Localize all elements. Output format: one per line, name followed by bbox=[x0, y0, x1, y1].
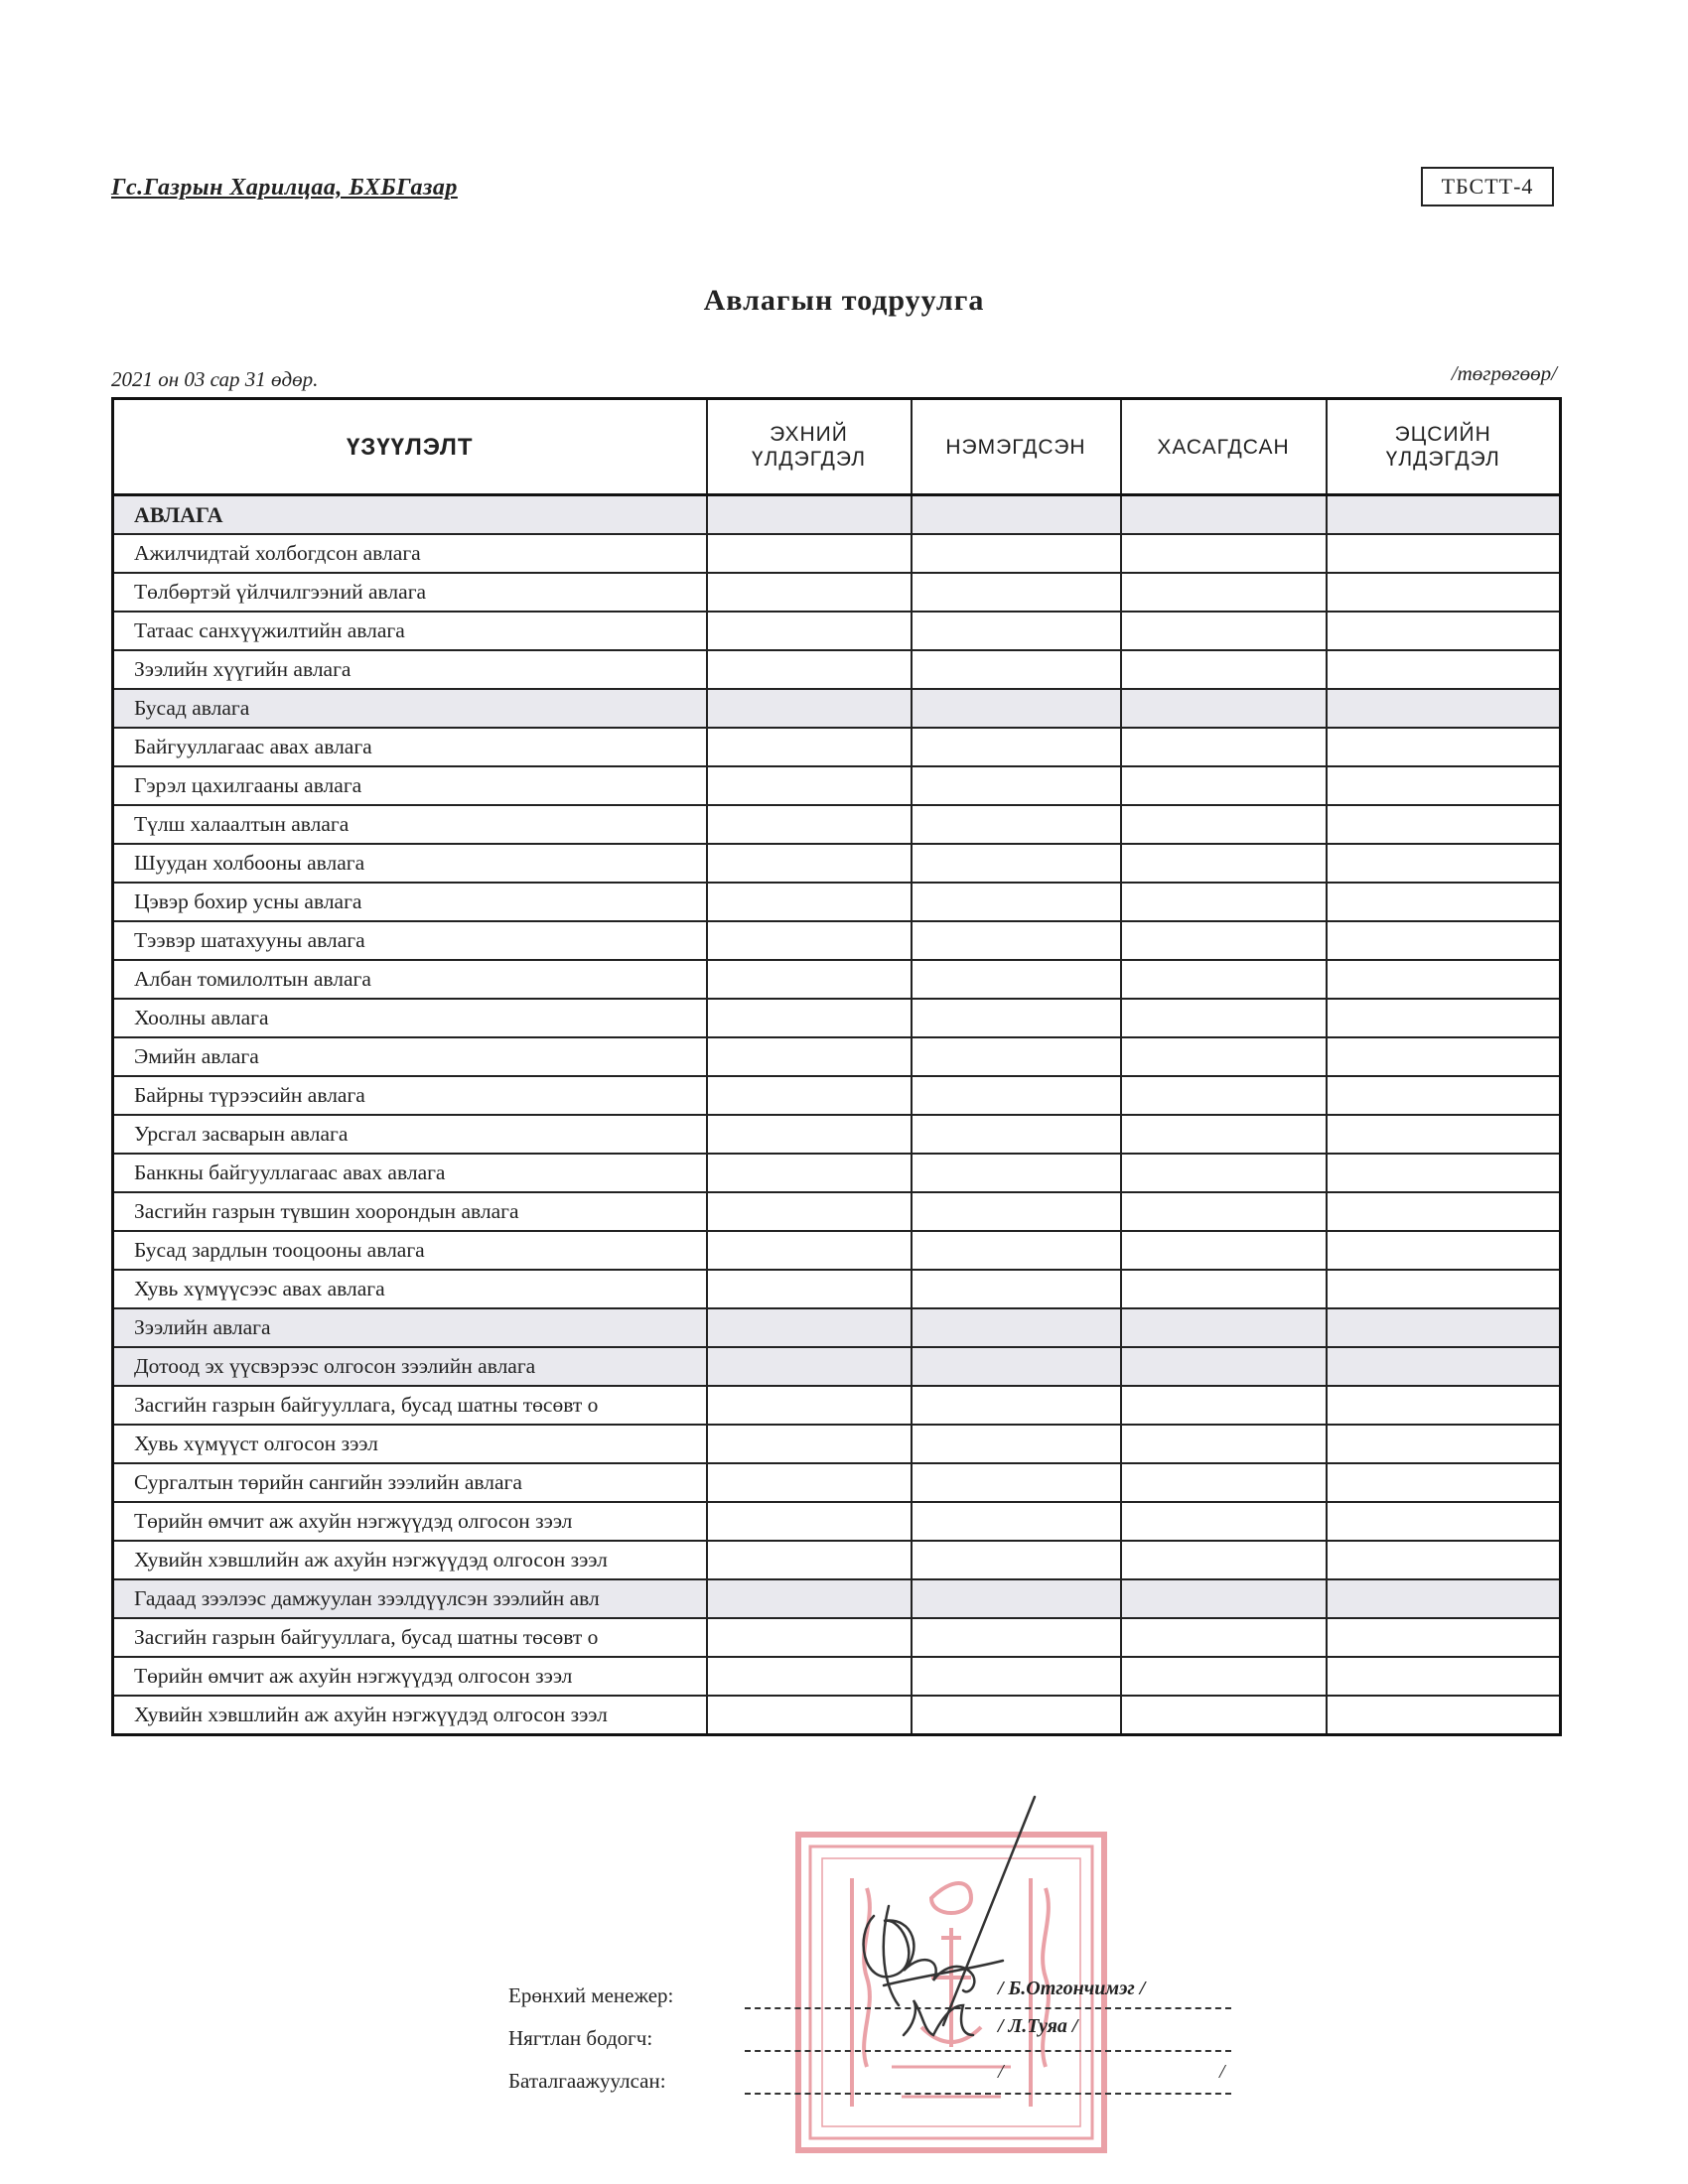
row-label: Татаас санхүүжилтийн авлага bbox=[113, 612, 707, 650]
decreased-cell bbox=[1121, 612, 1327, 650]
row-label: Байрны түрээсийн авлага bbox=[113, 1076, 707, 1115]
currency-unit: /төгрөгөөр/ bbox=[1451, 361, 1557, 385]
decreased-cell bbox=[1121, 1308, 1327, 1347]
decreased-cell bbox=[1121, 1579, 1327, 1618]
opening-balance-cell bbox=[707, 728, 912, 766]
row-label: Урсгал засварын авлага bbox=[113, 1115, 707, 1154]
closing-balance-cell bbox=[1327, 650, 1561, 689]
opening-balance-cell bbox=[707, 1347, 912, 1386]
increased-cell bbox=[912, 650, 1121, 689]
decreased-cell bbox=[1121, 495, 1327, 535]
opening-balance-cell bbox=[707, 1502, 912, 1541]
increased-cell bbox=[912, 1037, 1121, 1076]
opening-balance-cell bbox=[707, 1308, 912, 1347]
increased-cell bbox=[912, 1270, 1121, 1308]
signature-role-manager: Ерөнхий менежер: bbox=[508, 1983, 674, 2007]
closing-balance-cell bbox=[1327, 960, 1561, 999]
row-label: Төрийн өмчит аж ахуйн нэгжүүдэд олгосон зээл bbox=[113, 1502, 707, 1541]
increased-cell bbox=[912, 1231, 1121, 1270]
opening-balance-cell bbox=[707, 1425, 912, 1463]
closing-balance-cell bbox=[1327, 921, 1561, 960]
closing-balance-cell bbox=[1327, 1347, 1561, 1386]
closing-balance-cell bbox=[1327, 1657, 1561, 1696]
increased-cell bbox=[912, 766, 1121, 805]
decreased-cell bbox=[1121, 1696, 1327, 1735]
row-label: АВЛАГА bbox=[113, 495, 707, 535]
report-date: 2021 он 03 сар 31 өдөр. bbox=[111, 367, 319, 391]
increased-cell bbox=[912, 728, 1121, 766]
receivables-table bbox=[111, 397, 1562, 1736]
table-row bbox=[113, 921, 1561, 960]
table-row bbox=[113, 1618, 1561, 1657]
row-label: Зээлийн авлага bbox=[113, 1308, 707, 1347]
closing-balance-cell bbox=[1327, 1115, 1561, 1154]
row-label: Зээлийн хүүгийн авлага bbox=[113, 650, 707, 689]
decreased-cell bbox=[1121, 728, 1327, 766]
decreased-cell bbox=[1121, 1037, 1327, 1076]
table-row bbox=[113, 1192, 1561, 1231]
decreased-cell bbox=[1121, 1657, 1327, 1696]
increased-cell bbox=[912, 1502, 1121, 1541]
row-label: Түлш халаалтын авлага bbox=[113, 805, 707, 844]
increased-cell bbox=[912, 1347, 1121, 1386]
row-label: Хувь хүмүүст олгосон зээл bbox=[113, 1425, 707, 1463]
row-label: Байгууллагаас авах авлага bbox=[113, 728, 707, 766]
decreased-cell bbox=[1121, 883, 1327, 921]
decreased-cell bbox=[1121, 1425, 1327, 1463]
decreased-cell bbox=[1121, 1541, 1327, 1579]
row-label: Хувийн хэвшлийн аж ахуйн нэгжүүдэд олгосон зээл bbox=[113, 1541, 707, 1579]
closing-balance-label: ЭЦСИЙН ҮЛДЭГДЭЛ bbox=[1385, 423, 1500, 471]
decreased-cell bbox=[1121, 805, 1327, 844]
decreased-cell bbox=[1121, 921, 1327, 960]
row-label: Тээвэр шатахууны авлага bbox=[113, 921, 707, 960]
decreased-cell bbox=[1121, 1192, 1327, 1231]
opening-balance-cell bbox=[707, 1270, 912, 1308]
decreased-cell bbox=[1121, 1270, 1327, 1308]
table-row bbox=[113, 573, 1561, 612]
table-row bbox=[113, 1347, 1561, 1386]
table-row bbox=[113, 1502, 1561, 1541]
closing-balance-cell bbox=[1327, 1308, 1561, 1347]
closing-balance-cell bbox=[1327, 612, 1561, 650]
table-row bbox=[113, 960, 1561, 999]
increased-cell bbox=[912, 883, 1121, 921]
opening-balance-cell bbox=[707, 883, 912, 921]
decreased-cell bbox=[1121, 844, 1327, 883]
table-row bbox=[113, 689, 1561, 728]
row-label: Шуудан холбооны авлага bbox=[113, 844, 707, 883]
table-row bbox=[113, 534, 1561, 573]
table-row bbox=[113, 1308, 1561, 1347]
opening-balance-cell bbox=[707, 650, 912, 689]
decreased-cell bbox=[1121, 1231, 1327, 1270]
decreased-cell bbox=[1121, 1115, 1327, 1154]
increased-cell bbox=[912, 573, 1121, 612]
decreased-cell bbox=[1121, 1502, 1327, 1541]
row-label: Бусад авлага bbox=[113, 689, 707, 728]
opening-balance-cell bbox=[707, 573, 912, 612]
column-header-opening-balance bbox=[707, 399, 912, 495]
signature-slash-end: / bbox=[1219, 2061, 1225, 2083]
opening-balance-cell bbox=[707, 1696, 912, 1735]
table-row bbox=[113, 805, 1561, 844]
table-row bbox=[113, 1037, 1561, 1076]
table-row bbox=[113, 495, 1561, 535]
signature-role-accountant: Нягтлан бодогч: bbox=[508, 2026, 653, 2050]
table-row bbox=[113, 1231, 1561, 1270]
table-row bbox=[113, 1154, 1561, 1192]
table-row bbox=[113, 1270, 1561, 1308]
opening-balance-cell bbox=[707, 1037, 912, 1076]
table-row bbox=[113, 1076, 1561, 1115]
table-row bbox=[113, 883, 1561, 921]
increased-cell bbox=[912, 1463, 1121, 1502]
decreased-cell bbox=[1121, 689, 1327, 728]
closing-balance-cell bbox=[1327, 805, 1561, 844]
signature-role-verified: Баталгаажуулсан: bbox=[508, 2069, 666, 2093]
increased-cell bbox=[912, 612, 1121, 650]
row-label: Албан томилолтын авлага bbox=[113, 960, 707, 999]
increased-cell bbox=[912, 1579, 1121, 1618]
column-header-closing-balance bbox=[1327, 399, 1561, 495]
increased-cell bbox=[912, 1386, 1121, 1425]
closing-balance-cell bbox=[1327, 883, 1561, 921]
row-label: Төрийн өмчит аж ахуйн нэгжүүдэд олгосон зээл bbox=[113, 1657, 707, 1696]
opening-balance-cell bbox=[707, 1541, 912, 1579]
closing-balance-cell bbox=[1327, 689, 1561, 728]
increased-cell bbox=[912, 1618, 1121, 1657]
row-label: Хоолны авлага bbox=[113, 999, 707, 1037]
opening-balance-cell bbox=[707, 1231, 912, 1270]
signature-name-verified: / bbox=[998, 2061, 1004, 2083]
opening-balance-cell bbox=[707, 844, 912, 883]
increased-cell bbox=[912, 1076, 1121, 1115]
row-label: Төлбөртэй үйлчилгээний авлага bbox=[113, 573, 707, 612]
row-label: Банкны байгууллагаас авах авлага bbox=[113, 1154, 707, 1192]
signature-name-accountant: / Л.Туяа / bbox=[998, 2015, 1078, 2037]
row-label: Дотоод эх үүсвэрээс олгосон зээлийн авлага bbox=[113, 1347, 707, 1386]
closing-balance-cell bbox=[1327, 1270, 1561, 1308]
increased-cell bbox=[912, 805, 1121, 844]
closing-balance-cell bbox=[1327, 1463, 1561, 1502]
opening-balance-cell bbox=[707, 805, 912, 844]
document-title: Авлагын тодруулга bbox=[703, 284, 985, 317]
decreased-cell bbox=[1121, 766, 1327, 805]
table-row bbox=[113, 1425, 1561, 1463]
closing-balance-cell bbox=[1327, 1154, 1561, 1192]
closing-balance-cell bbox=[1327, 1425, 1561, 1463]
row-label: Хувь хүмүүсээс авах авлага bbox=[113, 1270, 707, 1308]
opening-balance-cell bbox=[707, 689, 912, 728]
increased-cell bbox=[912, 1115, 1121, 1154]
column-header-indicator: ҮЗҮҮЛЭЛТ bbox=[113, 399, 707, 495]
opening-balance-cell bbox=[707, 960, 912, 999]
row-label: Гэрэл цахилгааны авлага bbox=[113, 766, 707, 805]
decreased-cell bbox=[1121, 1076, 1327, 1115]
decreased-cell bbox=[1121, 960, 1327, 999]
table-row bbox=[113, 650, 1561, 689]
table-row bbox=[113, 1579, 1561, 1618]
opening-balance-cell bbox=[707, 1154, 912, 1192]
increased-cell bbox=[912, 534, 1121, 573]
increased-cell bbox=[912, 844, 1121, 883]
row-label: Ажилчидтай холбогдсон авлага bbox=[113, 534, 707, 573]
decreased-cell bbox=[1121, 1618, 1327, 1657]
opening-balance-cell bbox=[707, 921, 912, 960]
increased-cell bbox=[912, 960, 1121, 999]
closing-balance-cell bbox=[1327, 999, 1561, 1037]
column-header-increased: НЭМЭГДСЭН bbox=[912, 399, 1121, 495]
opening-balance-cell bbox=[707, 1115, 912, 1154]
opening-balance-cell bbox=[707, 766, 912, 805]
row-label: Засгийн газрын түвшин хоорондын авлага bbox=[113, 1192, 707, 1231]
increased-cell bbox=[912, 1541, 1121, 1579]
closing-balance-cell bbox=[1327, 495, 1561, 535]
increased-cell bbox=[912, 1154, 1121, 1192]
signature-line-verified bbox=[745, 2093, 1231, 2095]
table-row bbox=[113, 1463, 1561, 1502]
decreased-cell bbox=[1121, 1386, 1327, 1425]
table-row bbox=[113, 1386, 1561, 1425]
closing-balance-cell bbox=[1327, 573, 1561, 612]
row-label: Хувийн хэвшлийн аж ахуйн нэгжүүдэд олгосон зээл bbox=[113, 1696, 707, 1735]
increased-cell bbox=[912, 1192, 1121, 1231]
table-row bbox=[113, 766, 1561, 805]
closing-balance-cell bbox=[1327, 766, 1561, 805]
organization-name: Гс.Газрын Харилцаа, БХБГазар bbox=[111, 175, 458, 201]
opening-balance-label: ЭХНИЙ ҮЛДЭГДЭЛ bbox=[751, 423, 867, 471]
closing-balance-cell bbox=[1327, 1192, 1561, 1231]
closing-balance-cell bbox=[1327, 1541, 1561, 1579]
column-header-decreased: ХАСАГДСАН bbox=[1121, 399, 1327, 495]
row-label: Бусад зардлын тооцооны авлага bbox=[113, 1231, 707, 1270]
decreased-cell bbox=[1121, 1347, 1327, 1386]
row-label: Засгийн газрын байгууллага, бусад шатны төсөвт о bbox=[113, 1386, 707, 1425]
closing-balance-cell bbox=[1327, 1231, 1561, 1270]
signature-name-manager: / Б.Отгончимэг / bbox=[998, 1978, 1146, 1999]
row-label: Цэвэр бохир усны авлага bbox=[113, 883, 707, 921]
row-label: Засгийн газрын байгууллага, бусад шатны төсөвт о bbox=[113, 1618, 707, 1657]
increased-cell bbox=[912, 921, 1121, 960]
increased-cell bbox=[912, 1657, 1121, 1696]
closing-balance-cell bbox=[1327, 1502, 1561, 1541]
decreased-cell bbox=[1121, 534, 1327, 573]
closing-balance-cell bbox=[1327, 844, 1561, 883]
table-row bbox=[113, 844, 1561, 883]
opening-balance-cell bbox=[707, 1579, 912, 1618]
table-body bbox=[113, 495, 1561, 1735]
decreased-cell bbox=[1121, 650, 1327, 689]
opening-balance-cell bbox=[707, 495, 912, 535]
closing-balance-cell bbox=[1327, 1037, 1561, 1076]
increased-cell bbox=[912, 999, 1121, 1037]
opening-balance-cell bbox=[707, 1386, 912, 1425]
closing-balance-cell bbox=[1327, 1579, 1561, 1618]
increased-cell bbox=[912, 1425, 1121, 1463]
opening-balance-cell bbox=[707, 1192, 912, 1231]
table-row bbox=[113, 1657, 1561, 1696]
table-header-row bbox=[113, 399, 1561, 495]
increased-cell bbox=[912, 1308, 1121, 1347]
opening-balance-cell bbox=[707, 534, 912, 573]
closing-balance-cell bbox=[1327, 1076, 1561, 1115]
opening-balance-cell bbox=[707, 999, 912, 1037]
decreased-cell bbox=[1121, 999, 1327, 1037]
table-row bbox=[113, 612, 1561, 650]
table-row bbox=[113, 1696, 1561, 1735]
increased-cell bbox=[912, 495, 1121, 535]
decreased-cell bbox=[1121, 1463, 1327, 1502]
form-code-box: ТБСТТ-4 bbox=[1421, 167, 1554, 206]
opening-balance-cell bbox=[707, 1463, 912, 1502]
row-label: Сургалтын төрийн сангийн зээлийн авлага bbox=[113, 1463, 707, 1502]
table-row bbox=[113, 1541, 1561, 1579]
table-row bbox=[113, 728, 1561, 766]
increased-cell bbox=[912, 689, 1121, 728]
opening-balance-cell bbox=[707, 1657, 912, 1696]
decreased-cell bbox=[1121, 1154, 1327, 1192]
row-label: Эмийн авлага bbox=[113, 1037, 707, 1076]
decreased-cell bbox=[1121, 573, 1327, 612]
increased-cell bbox=[912, 1696, 1121, 1735]
table-row bbox=[113, 999, 1561, 1037]
signature-line-accountant bbox=[745, 2050, 1231, 2052]
closing-balance-cell bbox=[1327, 1618, 1561, 1657]
closing-balance-cell bbox=[1327, 728, 1561, 766]
closing-balance-cell bbox=[1327, 1386, 1561, 1425]
signature-line-manager bbox=[745, 2007, 1231, 2009]
opening-balance-cell bbox=[707, 1076, 912, 1115]
row-label: Гадаад зээлээс дамжуулан зээлдүүлсэн зээлийн авл bbox=[113, 1579, 707, 1618]
opening-balance-cell bbox=[707, 1618, 912, 1657]
closing-balance-cell bbox=[1327, 534, 1561, 573]
opening-balance-cell bbox=[707, 612, 912, 650]
closing-balance-cell bbox=[1327, 1696, 1561, 1735]
table-row bbox=[113, 1115, 1561, 1154]
